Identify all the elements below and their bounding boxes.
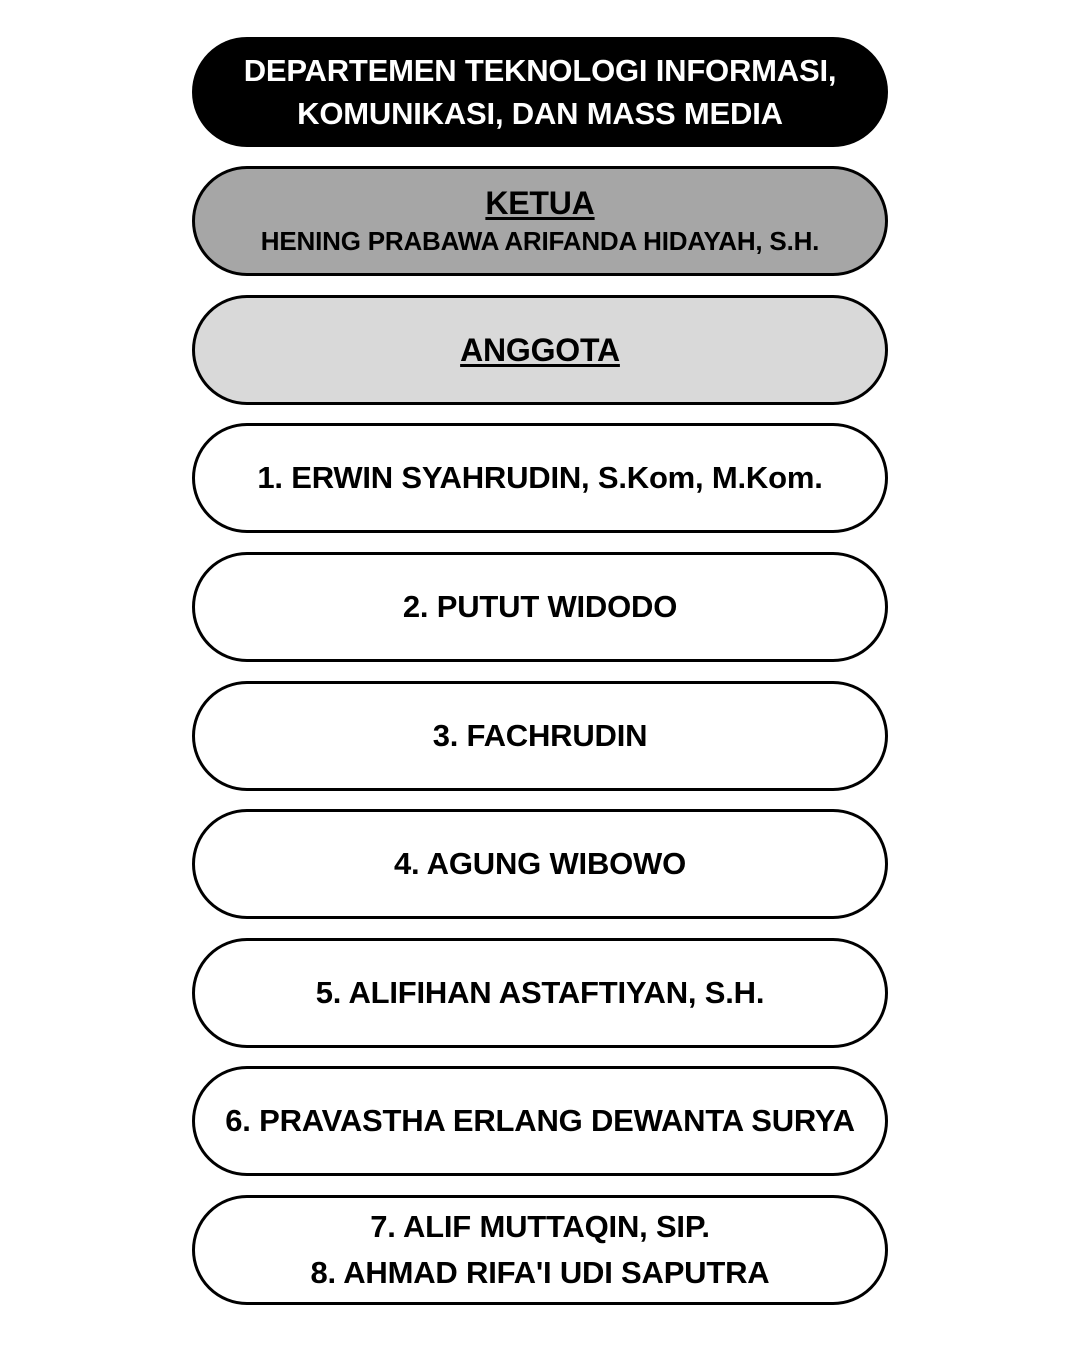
anggota-box [192, 295, 888, 405]
ketua-label: KETUA [485, 185, 595, 221]
member-box-2 [192, 552, 888, 662]
member-name: 7. ALIF MUTTAQIN, SIP. [370, 1209, 710, 1244]
ketua-name: HENING PRABAWA ARIFANDA HIDAYAH, S.H. [260, 226, 820, 256]
member-name: 4. AGUNG WIBOWO [393, 846, 687, 881]
ketua-box [192, 166, 888, 276]
member-box-7-8 [192, 1195, 888, 1305]
member-box-1 [192, 423, 888, 533]
member-name: 3. FACHRUDIN [432, 718, 648, 753]
anggota-label: ANGGOTA [460, 331, 620, 368]
member-box-5 [192, 938, 888, 1048]
member-name: 6. PRAVASTHA ERLANG DEWANTA SURYA [225, 1103, 855, 1138]
member-name: 1. ERWIN SYAHRUDIN, S.Kom, M.Kom. [257, 460, 823, 495]
member-name: 8. AHMAD RIFA'I UDI SAPUTRA [310, 1255, 770, 1290]
member-name: 5. ALIFIHAN ASTAFTIYAN, S.H. [315, 975, 765, 1010]
department-title-box [192, 37, 888, 147]
member-box-6 [192, 1066, 888, 1176]
member-box-3 [192, 681, 888, 791]
member-name: 2. PUTUT WIDODO [402, 589, 678, 624]
department-title-line-1: DEPARTEMEN TEKNOLOGI INFORMASI, [243, 53, 837, 88]
department-title-line-2: KOMUNIKASI, DAN MASS MEDIA [297, 96, 783, 131]
member-box-4 [192, 809, 888, 919]
